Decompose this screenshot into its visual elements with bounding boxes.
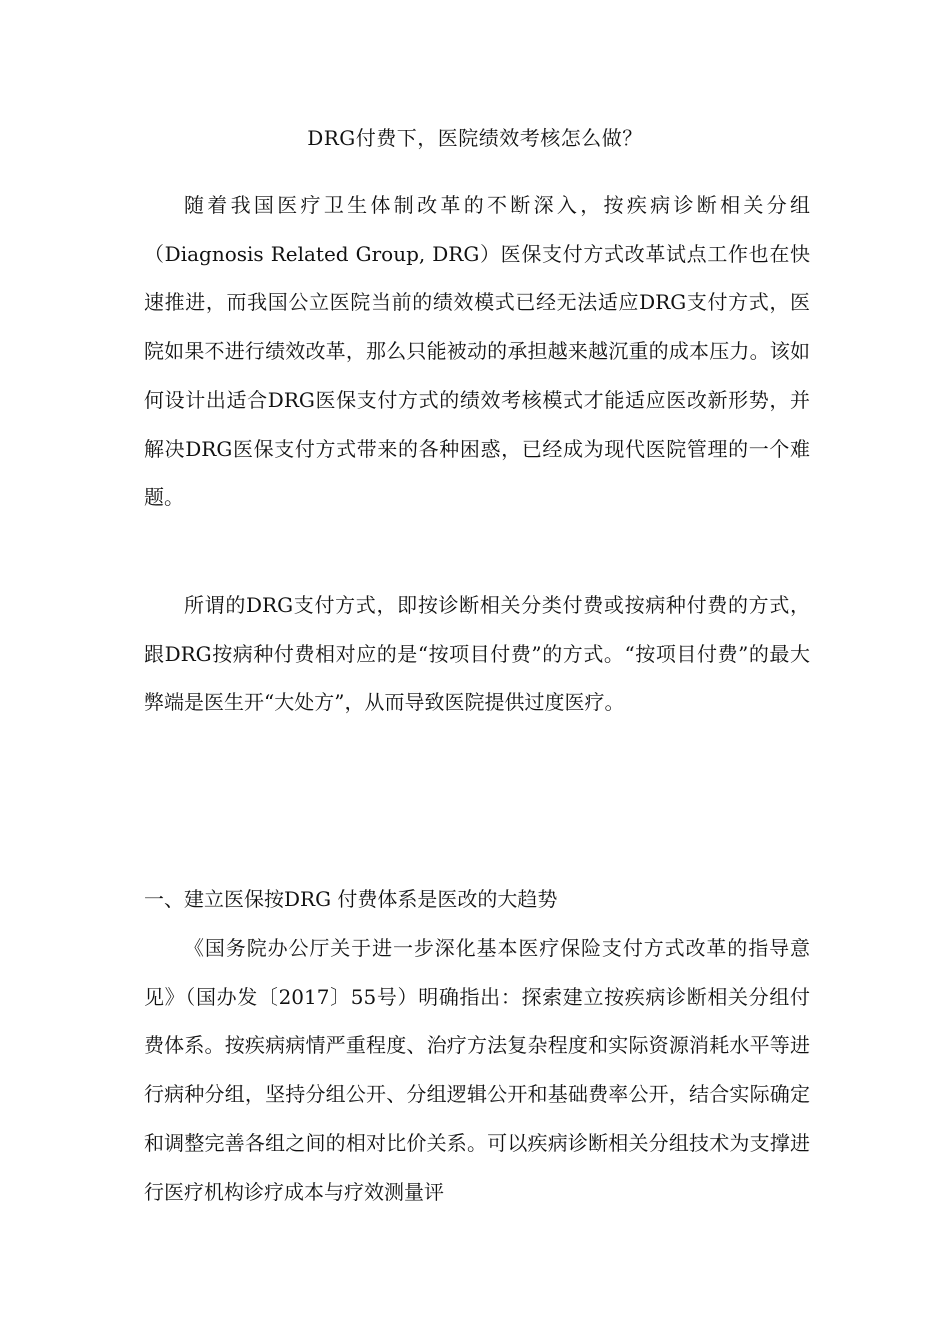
section-heading: 一、建立医保按DRG 付费体系是医改的大趋势	[144, 887, 558, 911]
drg-definition-paragraph: 所谓的DRG支付方式，即按诊断相关分类付费或按病种付费的方式，跟DRG按病种付费相对应的是“按项目付费”的方式。“按项目付费”的最大弊端是医生开“大处方”，从而导致医院提供过度医疗。	[144, 593, 810, 715]
section-paragraph: 《国务院办公厅关于进一步深化基本医疗保险支付方式改革的指导意见》（国办发〔2017〕55号）明确指出：探索建立按疾病诊断相关分组付费体系。按疾病病情严重程度、治疗方法复杂程度和实际资源消耗水平等进行病种分组，坚持分组公开、分组逻辑公开和基础费率公开，结合实际确定和调整完善各组之间的相对比价关系。可以疾病诊断相关分组技术为支撑进行医疗机构诊疗成本与疗效测量评	[144, 936, 810, 1204]
intro-paragraph: 随着我国医疗卫生体制改革的不断深入，按疾病诊断相关分组（Diagnosis Related Group, DRG）医保支付方式改革试点工作也在快速推进，而我国公立医院当前的绩效模式已经无法适应DRG支付方式，医院如果不进行绩效改革，那么只能被动的承担越来越沉重的成本压力。该如何设计出适合DRG医保支付方式的绩效考核模式才能适应医改新形势，并解决DRG医保支付方式带来的各种困惑，已经成为现代医院管理的一个难题。	[144, 193, 810, 510]
document-title: DRG付费下，医院绩效考核怎么做？	[307, 126, 643, 150]
